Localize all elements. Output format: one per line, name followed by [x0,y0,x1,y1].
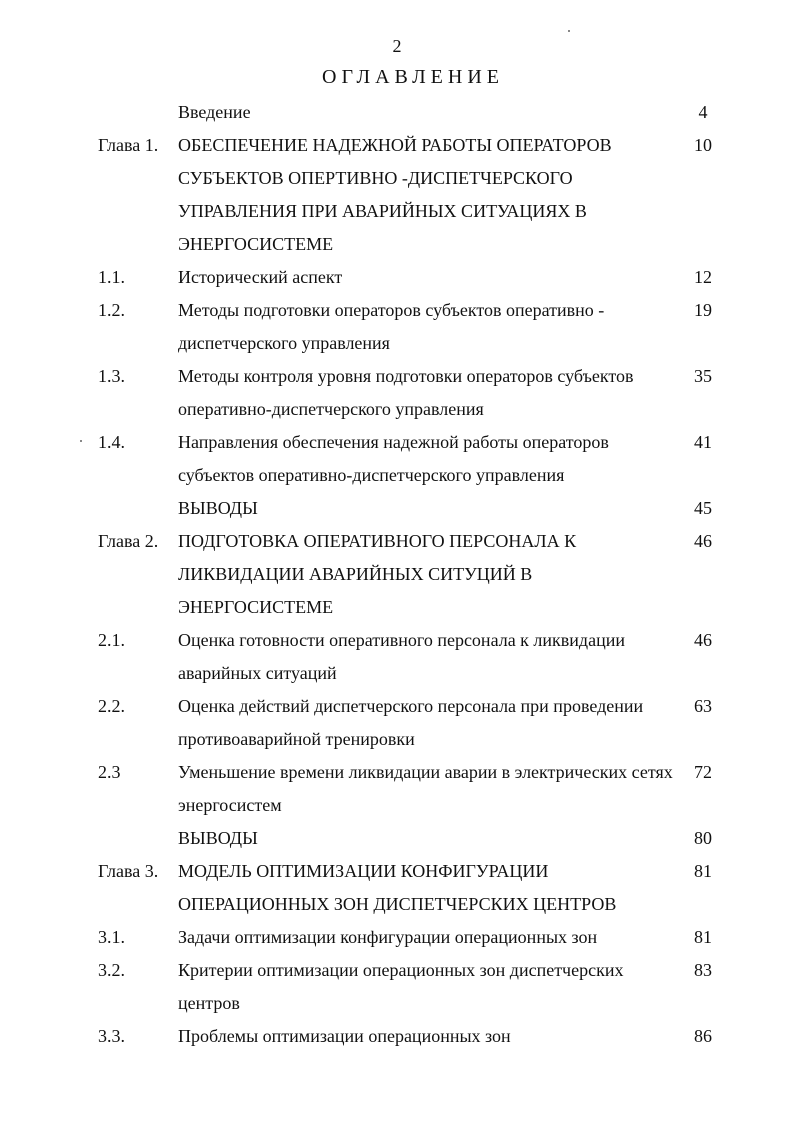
toc-entry-number: 1.3. [98,366,125,386]
toc-entry-number: 1.1. [98,267,125,287]
toc-entry-2-3 [98,756,738,822]
toc-entry-number: 3.1. [98,927,125,947]
toc-entry-page: 12 [694,267,712,287]
toc-entry-conclusions-1 [98,492,738,525]
toc-entry-page: 83 [694,960,712,980]
toc-entry-page: 4 [698,102,708,122]
toc-entry-title: Задачи оптимизации конфигурации операционных зон [178,927,598,947]
toc-entry-title: Введение [178,102,251,122]
toc-entry-number: Глава 2. [98,531,159,551]
toc-entry-number: 2.2. [98,696,125,716]
toc-entry-page: 10 [694,135,712,155]
toc-entry-title: Уменьшение времени ликвидации аварии в электрических сетях энергосистем [178,762,673,815]
toc-entry-1-3 [98,360,738,426]
toc-entry-title: Методы контроля уровня подготовки операторов субъектов оперативно-диспетчерского управления [178,366,634,419]
toc-entry-title: Исторический аспект [178,267,343,287]
page-number: 2 [392,36,402,56]
toc-entry-number: 2.3 [98,762,121,782]
toc-entry-number: 3.2. [98,960,125,980]
page-title: ОГЛАВЛЕНИЕ [322,66,504,88]
toc-entry-3-2 [98,954,738,1020]
toc-entry-title: Оценка действий диспетчерского персонала при проведении противоаварийной тренировки [178,696,644,749]
toc-entry-conclusions-2 [98,822,738,855]
toc-entry-page: 80 [694,828,712,848]
toc-entry-3-1 [98,921,738,954]
toc-entry-title: Методы подготовки операторов субъектов оперативно - диспетчерского управления [178,300,605,353]
toc-entry-title: Проблемы оптимизации операционных зон [178,1026,511,1046]
toc-entry-page: 81 [694,927,712,947]
toc-entry-introduction [98,96,738,129]
toc-entry-number: Глава 3. [98,861,159,881]
toc-entry-page: 45 [694,498,712,518]
toc-entry-page: 46 [694,630,712,650]
toc-entry-number: 2.1. [98,630,125,650]
toc-entry-number [98,492,178,525]
toc-entry-title: Направления обеспечения надежной работы операторов субъектов оперативно-диспетчерского управления [178,432,609,485]
toc-entry-page: 35 [694,366,712,386]
toc-entry-page: 81 [694,861,712,881]
toc-entry-number [98,96,178,129]
toc-entry-page: 19 [694,300,712,320]
toc-entry-number: 1.4. [98,432,125,452]
table-of-contents [98,96,738,1053]
toc-entry-2-1 [98,624,738,690]
toc-entry-page: 86 [694,1026,712,1046]
scan-speck [80,440,82,442]
toc-entry-3-3 [98,1020,738,1053]
toc-entry-title: ПОДГОТОВКА ОПЕРАТИВНОГО ПЕРСОНАЛА К ЛИКВИДАЦИИ АВАРИЙНЫХ СИТУЦИЙ В ЭНЕРГОСИСТЕМЕ [178,531,577,617]
toc-entry-number: 1.2. [98,300,125,320]
toc-entry-chapter-1 [98,129,738,261]
toc-entry-chapter-3 [98,855,738,921]
toc-entry-page: 72 [694,762,712,782]
toc-entry-1-2 [98,294,738,360]
toc-entry-title: ВЫВОДЫ [178,828,258,848]
toc-entry-title: Критерии оптимизации операционных зон диспетчерских центров [178,960,624,1013]
toc-entry-page: 46 [694,531,712,551]
toc-entry-title: ОБЕСПЕЧЕНИЕ НАДЕЖНОЙ РАБОТЫ ОПЕРАТОРОВ СУБЪЕКТОВ ОПЕРТИВНО -ДИСПЕТЧЕРСКОГО УПРАВЛЕНИЯ ПРИ АВАРИЙНЫХ СИТУАЦИЯХ В ЭНЕРГОСИСТЕМЕ [178,135,612,254]
toc-entry-title: ВЫВОДЫ [178,498,258,518]
toc-entry-title: МОДЕЛЬ ОПТИМИЗАЦИИ КОНФИГУРАЦИИ ОПЕРАЦИОННЫХ ЗОН ДИСПЕТЧЕРСКИХ ЦЕНТРОВ [178,861,617,914]
scan-speck [568,30,570,32]
toc-entry-title: Оценка готовности оперативного персонала к ликвидации аварийных ситуаций [178,630,625,683]
toc-entry-2-2 [98,690,738,756]
toc-entry-number [98,822,178,855]
toc-entry-page: 41 [694,432,712,452]
toc-entry-number: 3.3. [98,1026,125,1046]
toc-entry-number: Глава 1. [98,135,159,155]
toc-entry-1-4 [98,426,738,492]
toc-entry-page: 63 [694,696,712,716]
toc-entry-chapter-2 [98,525,738,624]
toc-entry-1-1 [98,261,738,294]
